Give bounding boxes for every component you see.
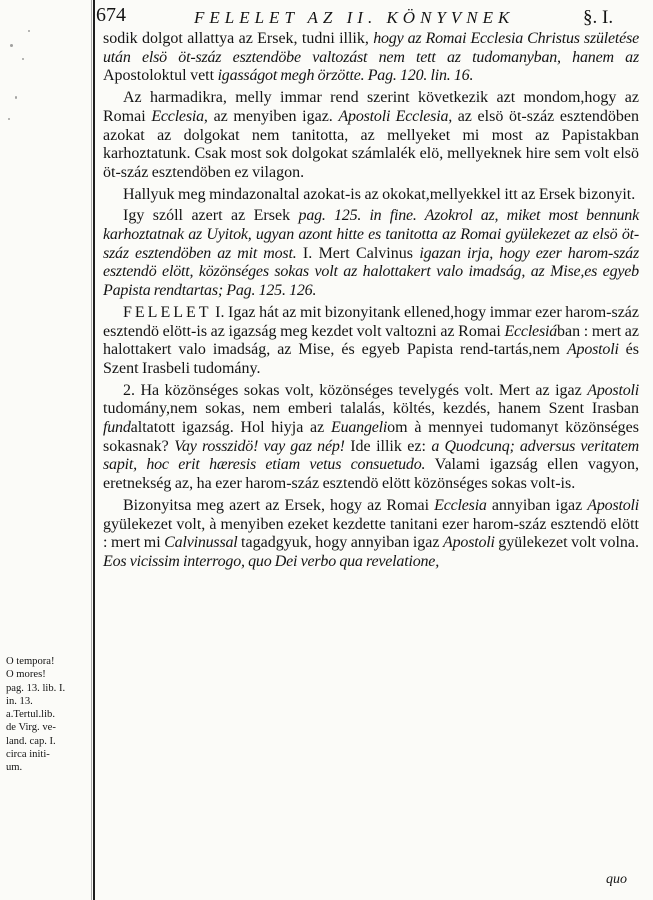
text-run: 2. Ha közönséges sokas volt, közönséges tevelygés volt. Mert az igaz — [123, 381, 588, 399]
text-run: Igy szóll azert az Ersek — [123, 207, 299, 225]
italic-text: Eos vicissim interrogo, quo Dei verbo qua revelatione, — [103, 552, 440, 570]
italic-text: Euangeli — [331, 419, 388, 437]
text-run: Hallyuk meg mindazonaltal azokat-is az okokat,mellyekkel itt az Ersek bizonyit. — [123, 185, 636, 203]
italic-text: fund — [103, 419, 131, 437]
margin-note-line: O mores! — [6, 669, 46, 681]
text-run: I. Mert Calvinus — [296, 244, 420, 262]
paragraph — [103, 186, 639, 205]
italic-text: a Quodcunq; adversus veritatem sapit, hoc erit hæresis etiam vetus consuetudo. — [103, 437, 640, 474]
italic-text: igasságot megh örzötte. Pag. 120. lin. 16. — [217, 67, 474, 85]
text-run: Ide illik ez: — [344, 437, 432, 455]
page-number: 674 — [96, 4, 126, 26]
margin-note-line: land. cap. I. — [6, 735, 56, 747]
italic-text: hogy az Romai Ecclesia Christus születése után elsö öt-száz esztendöbe valtozást nem tett az tudomanyban, hanem az — [103, 30, 639, 66]
scan-speck — [28, 30, 30, 32]
italic-text: Calvinussal — [164, 534, 238, 552]
margin-note-line: a.Tertul.lib. — [6, 709, 55, 721]
text-run: és Szent Irasbeli tudomány. — [103, 341, 640, 377]
text-run: ban : mert az halottakert valo imadság, az Mise, és egyeb Papista rend-tartás,nem — [103, 322, 639, 359]
felelet-heading: FELELET — [123, 303, 212, 321]
italic-text: Vay rosszidö! vay gaz nép! — [174, 437, 345, 455]
body-text — [103, 30, 639, 572]
paragraph — [103, 382, 639, 494]
text-run: gyülekezet volt, à menyiben ezeket kezdette tanitani ezer harom-száz esztendö elött : mert mi — [103, 515, 639, 552]
italic-text: Apostoli — [443, 534, 495, 552]
paragraph — [103, 497, 639, 572]
text-run: Apostoloktul vett — [103, 67, 218, 85]
italic-text: Apostoli — [587, 381, 639, 399]
text-run: Bizonyitsa meg azert az Ersek, hogy az Romai — [123, 496, 435, 514]
running-head — [96, 4, 636, 30]
running-title: FELELET AZ II. KÖNYVNEK — [194, 8, 515, 27]
text-run: tudomány,nem sokas, nem emberi talalás, költés, kezdés, hanem Szent Irasban — [103, 400, 639, 418]
italic-text: Ecclesia — [151, 107, 204, 125]
text-run: I. Igaz hát az mit bizonyitank ellened,hogy immar ezer harom-száz esztendö elött-is az igazság meg kezdet volt valtozni az Romai — [103, 303, 639, 340]
margin-note-line: pag. 13. lib. I. — [6, 682, 66, 694]
paragraph — [103, 30, 639, 86]
paragraph — [103, 304, 639, 379]
italic-text: pag. 125. in fine. Azokrol az, miket most bennunk karhoztatnak az Uyitok, ugyan azont hitte es tanitotta az Romai gyülekezet az elsö öt-száz esztendöben az mit most. — [103, 207, 639, 262]
text-run: Valami igazság ellen vagyon, eretnekség az, ha ezer harom-száz esztendö elött közönséges sokas volt-is. — [103, 456, 640, 493]
text-run: annyiban igaz — [486, 496, 588, 514]
text-run: gyülekezet volt volna. — [494, 534, 640, 552]
text-run: , az menyiben igaz. — [203, 107, 339, 125]
italic-text: Ecclesia — [434, 496, 487, 514]
scan-speck — [10, 44, 13, 47]
margin-note-line: O tempora! — [6, 656, 55, 667]
scan-speck — [22, 58, 24, 60]
text-run: tagadgyuk, hogy annyiban igaz — [237, 534, 444, 552]
scan-speck — [8, 118, 10, 120]
section-mark: §. I. — [583, 7, 614, 28]
scan-speck — [15, 96, 17, 99]
text-run: Az harmadikra, melly immar rend szerint következik azt mondom,hogy az Romai — [103, 89, 639, 125]
catchword: quo — [606, 872, 627, 887]
margin-note-line: in. 13. — [6, 695, 33, 707]
page-rule-shadow — [91, 0, 92, 900]
paragraph — [103, 89, 639, 183]
italic-text: Apostoli — [566, 341, 619, 359]
margin-note-line: de Virg. ve- — [6, 722, 56, 734]
margin-note — [6, 655, 90, 775]
text-run: om à mennyei tudomanyt közönséges sokasnak? — [103, 419, 639, 455]
italic-text: igazan irja, hogy ezer harom-száz esztendö elött, közönséges sokas volt az halottakert valo imadság, az Mise,es egyeb Papista rendtartas; Pag. 125. 126. — [103, 244, 639, 300]
text-run: az elsö öt-száz esztendöben azokat az dolgokat nem tanitotta, az mellyeket mi most az Papistakban karhoztatunk. Csak most sok dolgokat számlalék elö, mellyeknek hire sem volt elsö öt-száz esztendöben ez vilagon. — [103, 107, 640, 181]
text-run: sodik dolgot allattya az Ersek, tudni illik, — [103, 30, 374, 47]
italic-text: Apostoli — [587, 496, 640, 514]
page-rule — [93, 0, 95, 900]
italic-text: Apostoli Ecclesia, — [338, 107, 453, 125]
text-run: altatott igazság. Hol hiyja az — [130, 419, 331, 437]
paragraph — [103, 207, 639, 301]
margin-note-line: um. — [6, 762, 23, 774]
italic-text: Ecclesiá — [504, 322, 558, 340]
margin-note-line: circa initi- — [6, 749, 50, 761]
